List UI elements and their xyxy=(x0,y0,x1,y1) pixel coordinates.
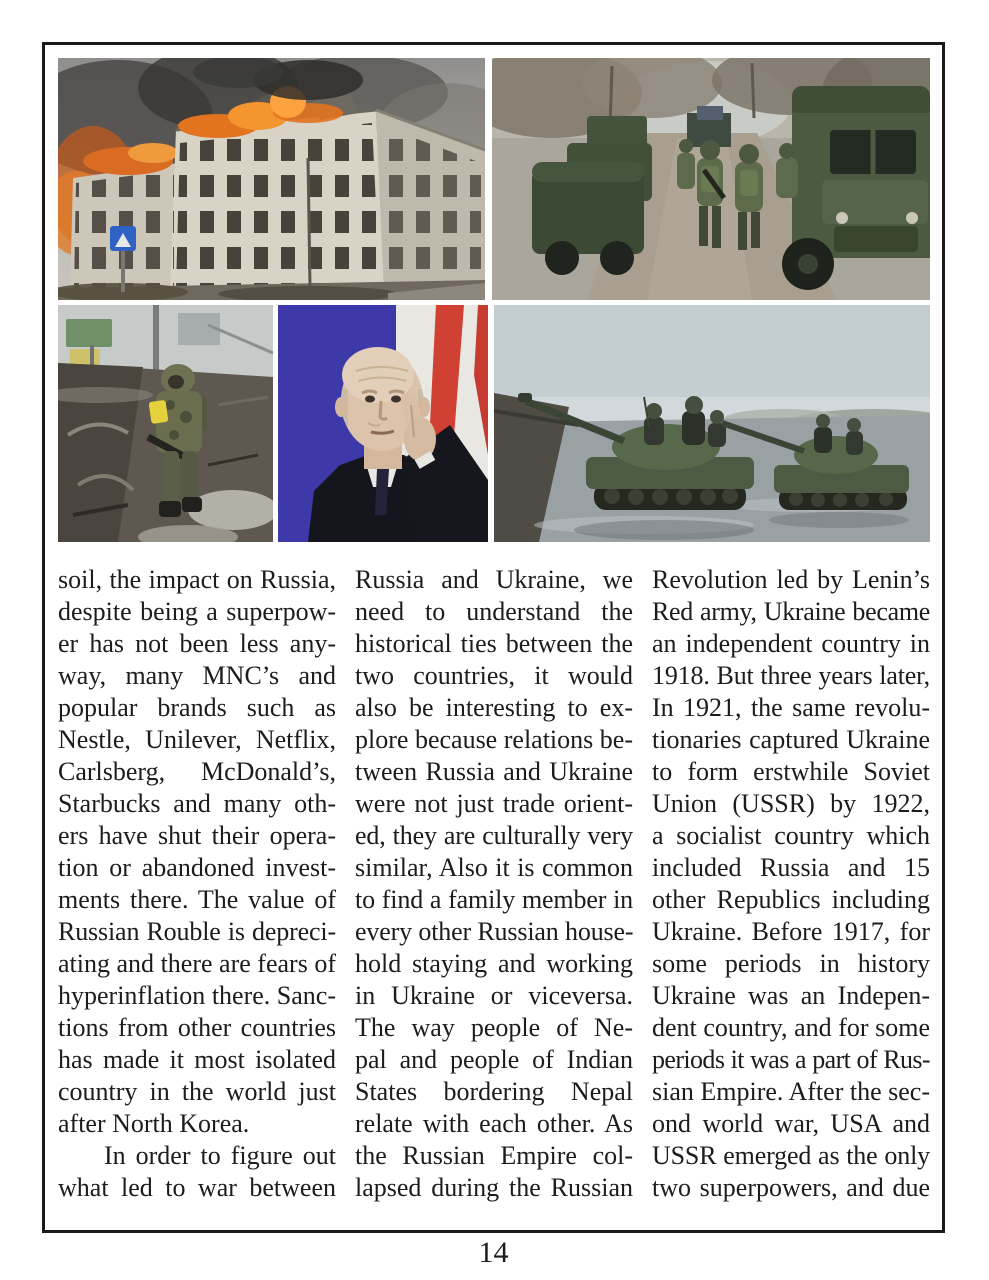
text-line: tions from other countries xyxy=(58,1013,336,1042)
text-line: two countries, it would xyxy=(355,661,633,690)
text-column-2 xyxy=(355,564,633,1208)
text-line: ond world war, USA and xyxy=(652,1109,930,1138)
text-line: periods it was a part of Rus- xyxy=(652,1045,930,1074)
text-line: In order to figure out xyxy=(104,1141,336,1170)
text-line: Union (USSR) by 1922, xyxy=(652,789,930,818)
text-line: pal and people of Indian xyxy=(355,1045,633,1074)
text-line: er has not been less any- xyxy=(58,629,336,658)
text-line: some periods in history xyxy=(652,949,930,978)
text-line: way, many MNC’s and xyxy=(58,661,336,690)
article-text xyxy=(58,564,930,1208)
text-line: tionaries captured Ukraine xyxy=(652,725,930,754)
text-line: popular brands such as xyxy=(58,693,336,722)
text-line: similar, Also it is common xyxy=(355,853,633,882)
text-line: what led to war between xyxy=(58,1173,336,1202)
text-column-3 xyxy=(652,564,930,1208)
text-line: Red army, Ukraine became xyxy=(652,597,930,626)
text-line: States bordering Nepal xyxy=(355,1077,633,1106)
text-line: other Republics including xyxy=(652,885,930,914)
text-line: relate with each other. As xyxy=(355,1109,633,1138)
text-column-1 xyxy=(58,564,336,1208)
text-line: two superpowers, and due xyxy=(652,1173,930,1202)
text-line: every other Russian house- xyxy=(355,917,633,946)
burning-building-illustration xyxy=(58,58,485,300)
text-line: plore because relations be- xyxy=(355,725,633,754)
text-line: Revolution led by Lenin’s xyxy=(652,565,930,594)
text-line: Russian Rouble is depreci- xyxy=(58,917,336,946)
text-line: an independent country in xyxy=(652,629,930,658)
text-line: dent country, and for some xyxy=(652,1013,930,1042)
text-line: ers have shut their opera- xyxy=(58,821,336,850)
text-line: 1918. But three years later, xyxy=(652,661,930,690)
text-line: to find a family member in xyxy=(355,885,633,914)
text-line: lapsed during the Russian xyxy=(355,1173,633,1202)
text-line: to form erstwhile Soviet xyxy=(652,757,930,786)
soldier-rubble-photo xyxy=(58,305,273,542)
putin-portrait-illustration xyxy=(278,305,488,542)
text-line: has made it most isolated xyxy=(58,1045,336,1074)
text-line: after North Korea. xyxy=(58,1109,250,1138)
text-line: Carlsberg, McDonald’s, xyxy=(58,757,336,786)
text-line: ments there. The value of xyxy=(58,885,336,914)
text-line: Russia and Ukraine, we xyxy=(355,565,633,594)
text-line: sian Empire. After the sec- xyxy=(652,1077,930,1106)
putin-portrait-photo xyxy=(278,305,488,542)
text-line: hyperinflation there. Sanc- xyxy=(58,981,336,1010)
tanks-road-illustration xyxy=(494,305,930,542)
burning-building-photo xyxy=(58,58,485,300)
text-line: also be interesting to ex- xyxy=(355,693,633,722)
photo-collage xyxy=(58,58,930,542)
text-line: hold staying and working xyxy=(355,949,633,978)
text-line: The way people of Ne- xyxy=(355,1013,633,1042)
military-convoy-photo xyxy=(492,58,930,300)
text-line: a socialist country which xyxy=(652,821,930,850)
text-line: historical ties between the xyxy=(355,629,633,658)
page-number: 14 xyxy=(478,1236,509,1269)
text-line: soil, the impact on Russia, xyxy=(58,565,336,594)
text-line: ating and there are fears of xyxy=(58,949,336,978)
text-line: country in the world just xyxy=(58,1077,336,1106)
text-line: tween Russia and Ukraine xyxy=(355,757,633,786)
text-line: Starbucks and many oth- xyxy=(58,789,336,818)
text-line: were not just trade orient- xyxy=(355,789,633,818)
text-line: Nestle, Unilever, Netflix, xyxy=(58,725,336,754)
text-line: ed, they are culturally very xyxy=(355,821,633,850)
tanks-road-photo xyxy=(494,305,930,542)
text-line: despite being a superpow- xyxy=(58,597,336,626)
text-line: In 1921, the same revolu- xyxy=(652,693,930,722)
text-line: in Ukraine or viceversa. xyxy=(355,981,633,1010)
military-convoy-illustration xyxy=(492,58,930,300)
text-line: the Russian Empire col- xyxy=(355,1141,633,1170)
text-line: need to understand the xyxy=(355,597,633,626)
text-line: tion or abandoned invest- xyxy=(58,853,336,882)
text-line: Ukraine was an Indepen- xyxy=(652,981,930,1010)
text-line: Ukraine. Before 1917, for xyxy=(652,917,930,946)
text-line: USSR emerged as the only xyxy=(652,1141,930,1170)
text-line: included Russia and 15 xyxy=(652,853,930,882)
soldier-rubble-illustration xyxy=(58,305,273,542)
